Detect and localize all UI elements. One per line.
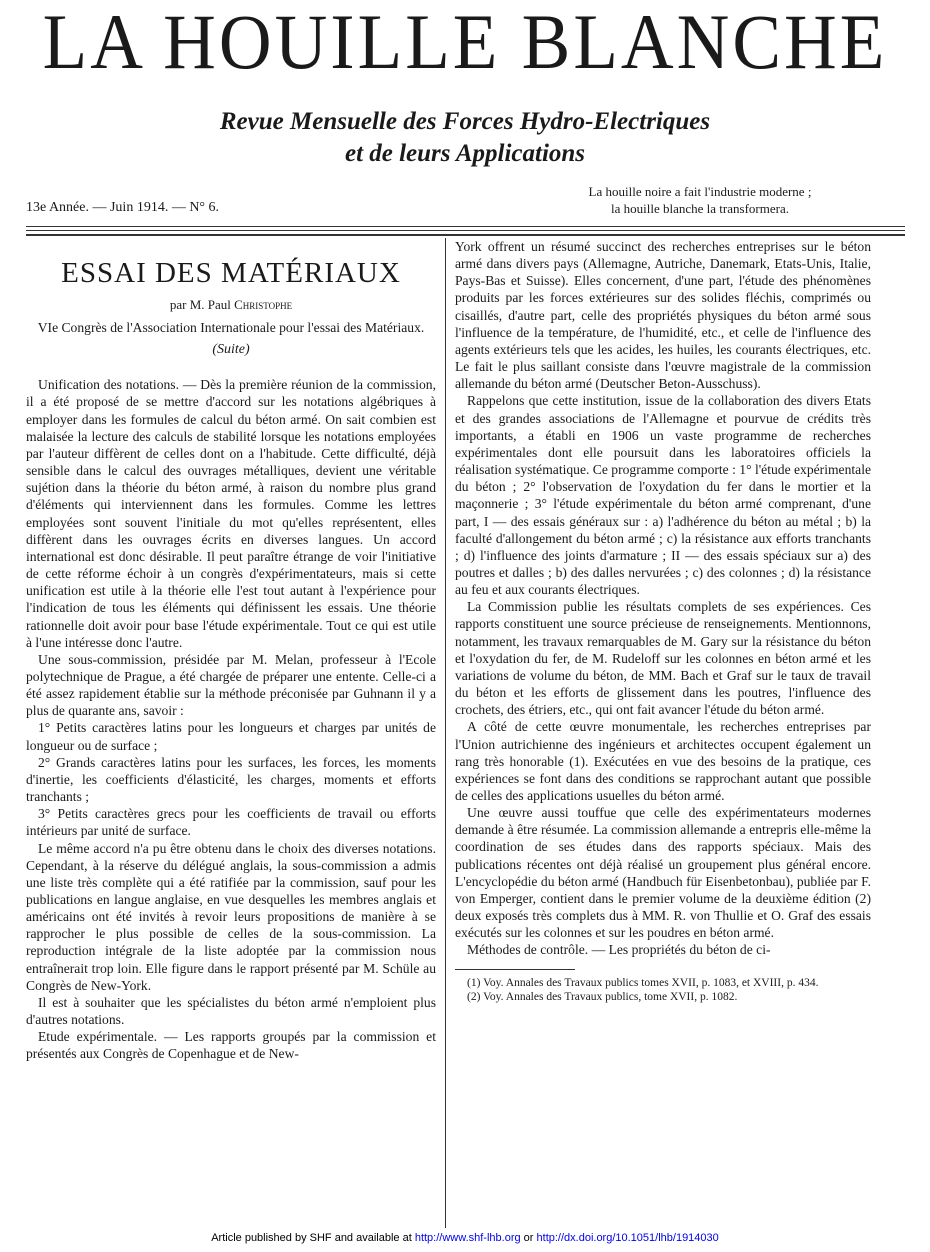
credit-middle: or [523,1232,534,1244]
paragraph: La Commission publie les résultats complets de ses expériences. Ces rapports constituent une source précieuse de renseignements. Mentionnons, notamment, les travaux remarquables de M. Gary sur la résistance du béton et l'oxydation du fer, de M. Rudeloff sur les colonnes en béton armé et les variations de volume du béton, de MM. Bach et Graf sur le taux de travail du béton et les efforts de glissement dans les poutres, l'influence des crochets, des étriers, etc., qui ont fait avancer l'étude du béton armé. [455,599,871,718]
footnote: (1) Voy. Annales des Travaux publics tomes XVII, p. 1083, et XVIII, p. 434. [467,976,819,989]
left-column [26,238,436,1063]
paragraph: Le même accord n'a pu être obtenu dans le choix des diverses notations. Cependant, à la réserve du délégué anglais, la sous-commission a admis une liste très complète qui a été ratifiée par la commission, sauf pour les publications en langue anglaise, en vue desquelles les membres anglais et américains ont été invités à revoir leurs propositions de manière à se rapprocher le plus possible de celles de la sous-commission. La reproduction intégrale de la liste adoptée par la commission nous entraînerait trop loin. Elle figure dans le rapport présenté par M. Schüle au Congrès de New-York. [26,840,436,993]
doi-link[interactable]: http://dx.doi.org/10.1051/lhb/1914030 [536,1232,719,1244]
credit-prefix: Article published by SHF and available at [211,1232,412,1244]
paragraph: Une œuvre aussi touffue que celle des expérimentateurs modernes demande à être résumée. La commission allemande a entrepris elle-même la coordination de ses études dans des rapports spéciaux. Mais des publications récentes ont déjà réalisé un groupement plus général encore. L'encyclopédie du béton armé (Handbuch für Eisenbetonbau), publiée par F. von Emperger, contient dans le premier volume de la deuxième édition (2) deux exposés très complets dus à MM. R. von Thullie et O. Graf des essais exécutés sur les colonnes et sur les poudres en béton armé. [455,805,871,941]
paragraph: 2° Grands caractères latins pour les surfaces, les forces, les moments d'inertie, les coefficients d'élasticité, les charges, moments et efforts tranchants ; [26,754,436,805]
motto-line-2: la houille blanche la transformera. [611,201,789,216]
author-name: Christophe [234,297,293,312]
byline [26,296,436,313]
masthead: LA HOUILLE BLANCHE [42,0,888,86]
paragraph: A côté de cette œuvre monumentale, les recherches entreprises par l'Union autrichienne des ingénieurs et architectes occupent également un rang très honorable (1). Exécutées en vue des besoins de la pratique, ces expériences se font dans des conditions se rapprochant autant que possible de celles des applications usuelles du béton armé. [455,719,871,803]
byline-prefix: par M. Paul [169,297,231,312]
motto [530,183,870,217]
header-rule [26,226,905,227]
suite-label: (Suite) [212,342,250,358]
publication-credit [0,1232,930,1244]
paragraph: Unification des notations. — Dès la première réunion de la commission, il a été proposé de se mettre d'accord sur les notations algébriques à employer dans les formules de calcul du béton armé. On sait combien est malaisée la lecture des calculs de stabilité lorsque les notations employées par l'auteur diffèrent de celles dont on a l'habitude. Cette difficulté, déjà sensible dans le calcul des ouvrages métalliques, devient une véritable sujétion dans la théorie du béton armé, à raison du nombre plus grand d'éléments qui interviennent dans les formules. Comme les lettres employées sont souvent l'initiale du mot qu'elles représentent, elles diffèrent dans les ouvrages écrits en diverses langues. Un accord international est donc désirable. Il peut paraître étrange de voir l'initiative de cette réforme échoir à un congrès d'expérimentateurs, mais si cette unification est utile à la théorie elle l'est tout autant à l'expérience pour l'indication de tous les éléments qui définissent les essais. Une théorie rationnelle doit avoir pour base l'étude expérimentale. Tout ce qui est utile à l'une intéresse donc l'autre. [26,377,436,650]
paragraph: 3° Petits caractères grecs pour les coefficients de travail ou efforts intérieurs par unité de surface. [26,806,436,839]
paragraph: Méthodes de contrôle. — Les propriétés du béton de ci- [467,942,771,958]
paragraph: 1° Petits caractères latins pour les longueurs et charges par unités de longueur ou de surface ; [26,720,436,753]
column-divider [445,238,446,1228]
paragraph: Il est à souhaiter que les spécialistes du béton armé n'emploient plus d'autres notations. [26,994,436,1028]
right-column [455,238,871,1004]
paragraph: York offrent un résumé succinct des recherches entreprises sur le béton armé dans divers pays (Allemagne, Autriche, Danemark, Etats-Unis, Italie, Pays-Bas et Suisse). Elles concernent, d'une part, l'étude des phénomènes produits par les forces extérieures sur des solides fléchis, comprimés ou cisaillés, d'autre part, celle des propriétés physiques du béton armé sous l'influence de la température, de l'humidité, etc., et celle de l'influence des agents extérieurs tels que les acides, les huiles, les courants électriques, etc. Le fait le plus saillant consiste dans l'œuvre magistrale de la commission allemande du béton armé (Deutscher Beton-Ausschuss). [455,239,871,392]
paragraph: Une sous-commission, présidée par M. Melan, professeur à l'Ecole polytechnique de Prague, a été chargée de préparer une entente. Celle-ci a été assez rapidement établie sur la méthode préconisée par Guhnann il y a plus de quarante ans, savoir : [26,651,436,719]
shf-link[interactable]: http://www.shf-lhb.org [414,1232,521,1244]
motto-line-1: La houille noire a fait l'industrie moderne ; [588,184,812,199]
header-rule [26,230,905,231]
article-title: ESSAI DES MATÉRIAUX [61,257,401,289]
issue-info: 13e Année. — Juin 1914. — N° 6. [26,200,220,215]
footnote: (2) Voy. Annales des Travaux publics, tome XVII, p. 1082. [467,990,738,1003]
footnote-rule [455,969,575,970]
header-rule [26,234,905,236]
paragraph: Rappelons que cette institution, issue de la collaboration des divers Etats et des grandes associations de l'Allemagne et pourvue de crédits très importants, a établi en 1906 un vaste programme de recherches expérimentales dont elle poursuit dans les laboratoires officiels la réalisation systématique. Ce programme comporte : 1° l'étude expérimentale du béton ; 2° l'observation de l'oxydation du fer dans le mortier et la maçonnerie ; 3° l'étude expérimentale du béton armé comprenant, d'une part, I — des essais généraux sur : a) l'adhérence du béton au métal ; b) la faculté d'allongement du béton armé ; c) la résistance aux efforts tranchants ; d) l'influence des joints d'armature ; II — des essais spéciaux sur a) des poutres et dalles ; b) des dalles nervurées ; c) des colonnes ; d) la résistance au feu et aux courants électriques. [455,393,871,598]
subtitle-line-1: Revue Mensuelle des Forces Hydro-Electriques [219,108,711,135]
paragraph: Etude expérimentale. — Les rapports groupés par la commission et présentés aux Congrès de Copenhague et de New- [26,1029,436,1062]
congress-heading: VIe Congrès de l'Association Internationale pour l'essai des Matériaux. [37,320,425,336]
subtitle-line-2: et de leurs Applications [344,140,586,167]
